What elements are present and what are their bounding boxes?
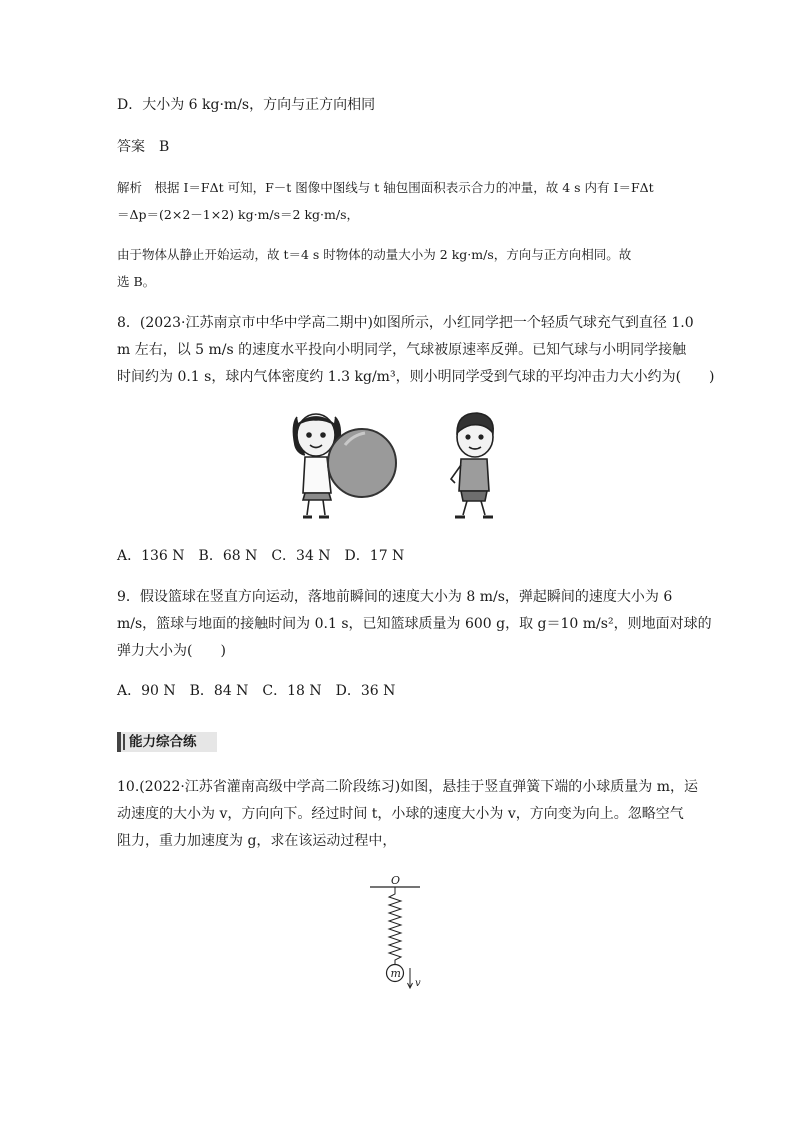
q8-text-line-1: 8．(2023·江苏南京市中华中学高二期中)如图所示，小红同学把一个轻质气球充气到直径 1.0 xyxy=(117,315,694,331)
q10-text-line-2: 动速度的大小为 v，方向向下。经过时间 t，小球的速度大小为 v，方向变为向上。忽略空气 xyxy=(117,806,684,822)
q8-options: A．136 N B．68 N C．34 N D．17 N xyxy=(117,548,405,564)
q7-analysis-line-3: 由于物体从静止开始运动，故 t＝4 s 时物体的动量大小为 2 kg·m/s，方向与正方向相同。故 xyxy=(117,247,632,262)
spring-ball-diagram xyxy=(365,872,425,994)
ball-label-m: m xyxy=(390,967,401,980)
q7-option-d: D．大小为 6 kg·m/s，方向与正方向相同 xyxy=(117,97,376,113)
section-title: 能力综合练 xyxy=(117,732,217,752)
q9-options: A．90 N B．84 N C．18 N D．36 N xyxy=(117,683,396,699)
velocity-label-v: v xyxy=(415,978,421,989)
q9-text-line-1: 9．假设篮球在竖直方向运动，落地前瞬间的速度大小为 8 m/s，弹起瞬间的速度大小为 6 xyxy=(117,589,673,605)
q7-analysis-line-2: ＝Δp＝(2×2－1×2) kg·m/s＝2 kg·m/s， xyxy=(117,207,359,222)
q8-text-line-3: 时间约为 0.1 s，球内气体密度约 1.3 kg/m³，则小明同学受到气球的平均冲击力大小约为( ) xyxy=(117,369,715,385)
q7-answer: 答案 B xyxy=(117,139,170,155)
q10-text-line-1: 10.(2022·江苏省灌南高级中学高二阶段练习)如图，悬挂于竖直弹簧下端的小球质量为 m，运 xyxy=(117,779,698,795)
q10-text-line-3: 阻力，重力加速度为 g，求在该运动过程中， xyxy=(117,833,397,849)
q9-text-line-3: 弹力大小为( ) xyxy=(117,643,226,659)
balloon-children-illustration xyxy=(285,405,500,527)
spring xyxy=(389,887,401,964)
q7-analysis-line-1: 解析 根据 I＝FΔt 可知，F－t 图像中图线与 t 轴包围面积表示合力的冲量，故 4 s 内有 I＝FΔt xyxy=(117,180,654,195)
q8-text-line-2: m 左右，以 5 m/s 的速度水平投向小明同学，气球被原速率反弹。已知气球与小明同学接触 xyxy=(117,342,687,358)
q9-text-line-2: m/s，篮球与地面的接触时间为 0.1 s，已知篮球质量为 600 g，取 g＝10 m/s²，则地面对球的 xyxy=(117,616,712,632)
boy-figure xyxy=(451,413,493,517)
pivot-label-o: O xyxy=(391,874,401,887)
balloon-ball xyxy=(328,429,396,497)
q7-analysis-line-4: 选 B。 xyxy=(117,274,156,289)
